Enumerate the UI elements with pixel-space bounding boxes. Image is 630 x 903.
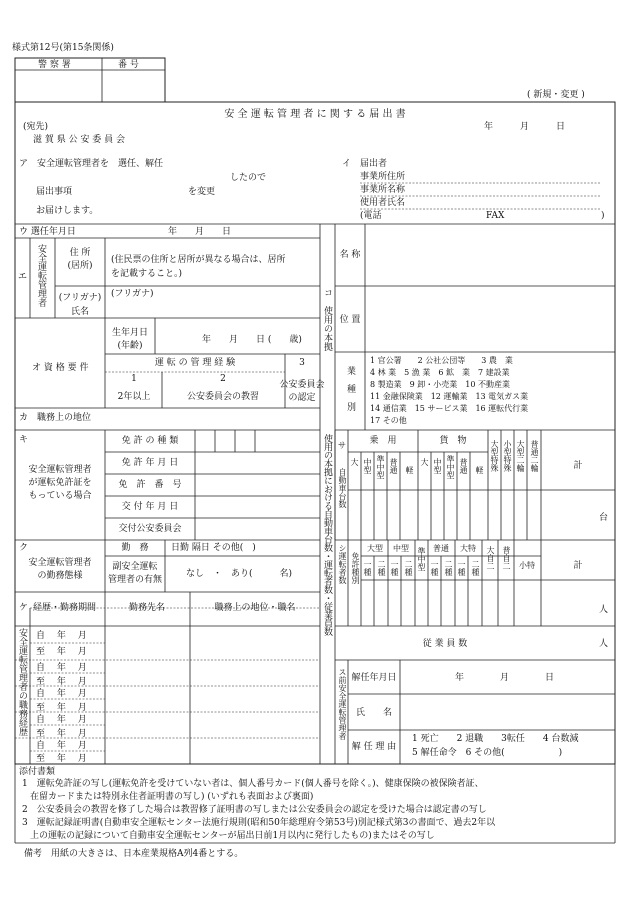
employee-count-label: 従 業 員 数 — [422, 639, 468, 649]
address-sub-label: (居所) — [67, 261, 93, 271]
vehicle-total-label: 計 — [573, 461, 583, 471]
driver-medium-cat2: 二種 — [404, 560, 413, 576]
career-from-2: 自 年 月 — [36, 663, 87, 673]
industry-line-6: 17 その他 — [370, 416, 407, 425]
small-special: 小型特殊 — [503, 440, 512, 472]
ku-desc-2: の勤務態様 — [37, 571, 83, 581]
career-to-4: 至 年 月 — [36, 729, 87, 739]
large-special: 大型特殊 — [490, 440, 499, 472]
ki-desc-3: もっている場合 — [28, 491, 92, 501]
police-station-label: 警 察 署 — [38, 60, 71, 70]
submission-date: 年 月 日 — [484, 122, 566, 132]
vehicle-count-label: 自動車台数 — [338, 468, 347, 508]
section-ki-label: キ — [19, 435, 29, 445]
work-style-value: 日勤 隔日 その他( ) — [171, 543, 256, 553]
driver-large-sp-cat1: 一種 — [457, 560, 466, 576]
driver-normal-cat1: 一種 — [430, 560, 439, 576]
birth-date-label: 生年月日 — [111, 328, 149, 338]
notifier-label: 届出者 — [360, 159, 388, 169]
employee-unit: 人 — [599, 639, 609, 649]
attachments-title: 添付書類 — [19, 767, 56, 777]
driver-normal-cat2: 二種 — [444, 560, 453, 576]
notice-line-4: を変更 — [188, 187, 216, 197]
form-number: 様式第12号(第15条関係) — [12, 43, 114, 53]
safety-manager-vertical: 安全運転管理者 — [36, 244, 46, 307]
vehicle-unit: 台 — [599, 513, 609, 523]
career-vertical: 安全運転管理者の職務経歴 — [17, 628, 27, 736]
driver-large-cat1: 一種 — [363, 560, 372, 576]
driver-normal-motorcycle: 普自二 — [502, 546, 511, 570]
driver-large: 大型 — [367, 544, 383, 553]
cargo-medium: 中型 — [433, 458, 442, 474]
industry-line-4: 11 金融保険業 12 運輸業 13 電気ガス業 — [370, 392, 529, 401]
large-motorcycle: 大型二輪 — [516, 440, 525, 472]
qualification-label: オ 資 格 要 件 — [32, 363, 89, 373]
attachment-1a: 1 運転免許証の写し(運転免許を受けていない者は、個人番号カード(個人番号を除く。)、健康保険の被保険者証、 — [22, 779, 484, 789]
industry-line-3: 8 製造業 9 卸・小売業 10 不動産業 — [370, 380, 510, 389]
base-location-label: 位 置 — [339, 315, 361, 325]
ku-desc-1: 安全運転管理者 — [28, 558, 92, 568]
section-ku-label: ク — [19, 543, 29, 553]
driver-medium: 中型 — [393, 544, 409, 553]
addressee-label: (宛先) — [23, 122, 49, 132]
name-label: 氏名 — [70, 307, 90, 317]
passenger-light: 軽 — [405, 466, 414, 474]
notice-line-2: したので — [230, 173, 267, 183]
issue-date-label: 交 付 年 月 日 — [121, 502, 179, 512]
base-name-label: 名 称 — [339, 250, 361, 260]
cargo-semi-medium: 準中型 — [446, 455, 455, 479]
previous-manager-vertical: ス前安全運転管理者 — [338, 668, 347, 740]
cargo-header: 貨 物 — [439, 436, 467, 446]
section-e-label: エ — [18, 272, 28, 282]
attachment-3a: 3 運転記録証明書(自動車安全運転センター法施行規則(昭和50年総理府令第53号)別記様式第3の書面で、過去2年以 — [22, 818, 496, 828]
section-i-label: イ — [342, 159, 352, 169]
ki-desc-2: が運転免許証を — [28, 478, 92, 488]
phone-label: (電話 — [360, 211, 382, 221]
attachment-1b: 在留カードまたは特別永住者証明書の写し) (いずれも表面および裏面) — [30, 792, 314, 802]
license-number-label: 免 許 番 号 — [118, 480, 182, 490]
deputy-label-1: 副安全運転 — [112, 562, 158, 572]
career-to-1: 至 年 月 — [36, 647, 87, 657]
office-name-label: 事業所名称 — [360, 185, 406, 195]
phone-close: ) — [601, 211, 605, 221]
option-number-2: 2 — [220, 374, 226, 384]
driver-semi-medium: 準中型 — [417, 547, 426, 571]
section-ke-label: ケ — [19, 603, 29, 613]
notice-line-5: お届けします。 — [36, 206, 99, 216]
footer-note: 備考 用紙の大きさは、日本産業規格A列4番とする。 — [24, 849, 244, 859]
career-period-header: 経歴・勤務期間 — [33, 603, 97, 613]
option-number-1: 1 — [131, 374, 137, 384]
appointment-date-label: ウ 選任年月日 — [19, 227, 76, 237]
ki-desc-1: 安全運転管理者 — [28, 465, 92, 475]
issuing-commission-label: 交付公安委員会 — [118, 524, 182, 534]
driver-small-special: 小特 — [519, 561, 535, 570]
work-style-label: 勤 務 — [121, 543, 149, 553]
option-commission-cert-1: 公安委員会 — [279, 380, 325, 390]
document-title: 安 全 運 転 管 理 者 に 関 す る 届 出 書 — [224, 109, 406, 120]
driver-total-label: 計 — [573, 561, 583, 571]
address-note-2: を記載すること。) — [111, 269, 183, 279]
industry-line-1: 1 官公署 2 公社公団等 3 農 業 — [370, 356, 513, 365]
cargo-light: 軽 — [475, 466, 484, 474]
dismissal-reason-label: 解 任 理 由 — [351, 742, 397, 752]
career-to-3: 至 年 月 — [36, 703, 87, 713]
user-name-label: 使用者氏名 — [360, 198, 406, 208]
notice-line-1: ア 安全運転管理者を 選任、解任 — [19, 159, 164, 169]
position-label: カ 職務上の地位 — [19, 413, 92, 423]
section-sa-label: サ — [338, 441, 346, 450]
option-two-years: 2年以上 — [117, 392, 151, 402]
birth-date-value: 年 月 日 ( 歳) — [202, 335, 302, 345]
passenger-semi-medium: 準中型 — [376, 455, 385, 479]
dismissal-date-value: 年 月 日 — [455, 673, 555, 683]
license-date-label: 免 許 年 月 日 — [121, 458, 179, 468]
option-commission-cert-2: の認定 — [288, 393, 316, 403]
license-class-label: 免許種別 — [351, 552, 360, 584]
employer-header: 勤務先名 — [128, 603, 166, 613]
attachment-3b: 上の運転の記録について自動車安全運転センターが届出日前1月以内に発行したもの)またはその写し — [30, 831, 435, 841]
vehicle-count-vertical: 使用の本拠における自動車台数・運転者数・従業員数 — [322, 434, 332, 636]
cargo-large: 大 — [420, 458, 429, 466]
previous-name-label: 氏 名 — [355, 708, 393, 718]
option-number-3: 3 — [299, 358, 305, 368]
address-note-1: (住民票の住所と居所が異なる場合は、居所 — [111, 255, 286, 265]
career-to-5: 至 年 月 — [36, 754, 87, 764]
career-from-3: 自 年 月 — [36, 689, 87, 699]
address-label: 住 所 — [69, 248, 91, 258]
furigana-label: (フリガナ) — [58, 293, 102, 303]
furigana-value: (フリガナ) — [111, 289, 154, 299]
career-to-2: 至 年 月 — [36, 677, 87, 687]
passenger-large: 大 — [350, 458, 359, 466]
age-label: (年齢) — [117, 341, 143, 351]
license-type-label: 免 許 の 種 類 — [121, 436, 179, 446]
driver-large-motorcycle: 大自二 — [486, 546, 495, 570]
industry-line-5: 14 通信業 15 サービス業 16 運転代行業 — [370, 404, 529, 413]
driver-large-cat2: 二種 — [377, 560, 386, 576]
commission-name: 滋 賀 県 公 安 委 員 会 — [33, 135, 126, 145]
industry-label: 業 種 別 — [345, 366, 355, 411]
passenger-normal: 普通 — [389, 458, 398, 474]
deputy-value: なし ・ あり( 名) — [186, 569, 293, 579]
driver-unit: 人 — [599, 605, 609, 615]
driver-count-vertical: シ運転者数 — [338, 544, 347, 584]
driver-normal: 普通 — [433, 544, 449, 553]
driver-medium-cat1: 一種 — [390, 560, 399, 576]
career-from-4: 自 年 月 — [36, 715, 87, 725]
appointment-date-value: 年 月 日 — [168, 227, 232, 237]
dismissal-reasons-1: 1 死亡 2 退職 3転任 4 台数減 — [412, 734, 579, 744]
job-title-header: 職務上の地位・職名 — [214, 603, 296, 613]
cargo-normal: 普通 — [459, 458, 468, 474]
industry-line-2: 4 林 業 5 漁 業 6 鉱 業 7 建設業 — [370, 368, 510, 377]
career-from-1: 自 年 月 — [36, 631, 87, 641]
notice-line-3: 届出事項 — [36, 187, 73, 197]
driver-large-special: 大特 — [460, 544, 476, 553]
new-change-label: ( 新規・変更 ) — [527, 90, 585, 100]
dismissal-date-label: 解任年月日 — [351, 673, 397, 683]
dismissal-reasons-2: 5 解任命令 6 その他( ) — [412, 748, 563, 758]
office-address-label: 事業所住所 — [360, 172, 406, 182]
attachment-2: 2 公安委員会の教習を修了した場合は教習修了証明書の写しまたは公安委員会の認定を受けた場合は認定書の写し — [22, 805, 487, 815]
passenger-medium: 中型 — [363, 458, 372, 474]
driver-large-sp-cat2: 二種 — [471, 560, 480, 576]
number-label: 番 号 — [118, 60, 139, 70]
career-from-5: 自 年 月 — [36, 741, 87, 751]
normal-motorcycle: 普通二輪 — [530, 440, 539, 472]
deputy-label-2: 管理者の有無 — [107, 575, 163, 585]
experience-label: 運 転 の 管 理 経 験 — [154, 358, 236, 368]
option-commission-training: 公安委員会の教習 — [186, 392, 260, 402]
passenger-header: 乗 用 — [369, 436, 397, 446]
fax-label: FAX — [486, 211, 505, 221]
base-of-use-vertical: コ 使用の本拠 — [322, 288, 332, 351]
